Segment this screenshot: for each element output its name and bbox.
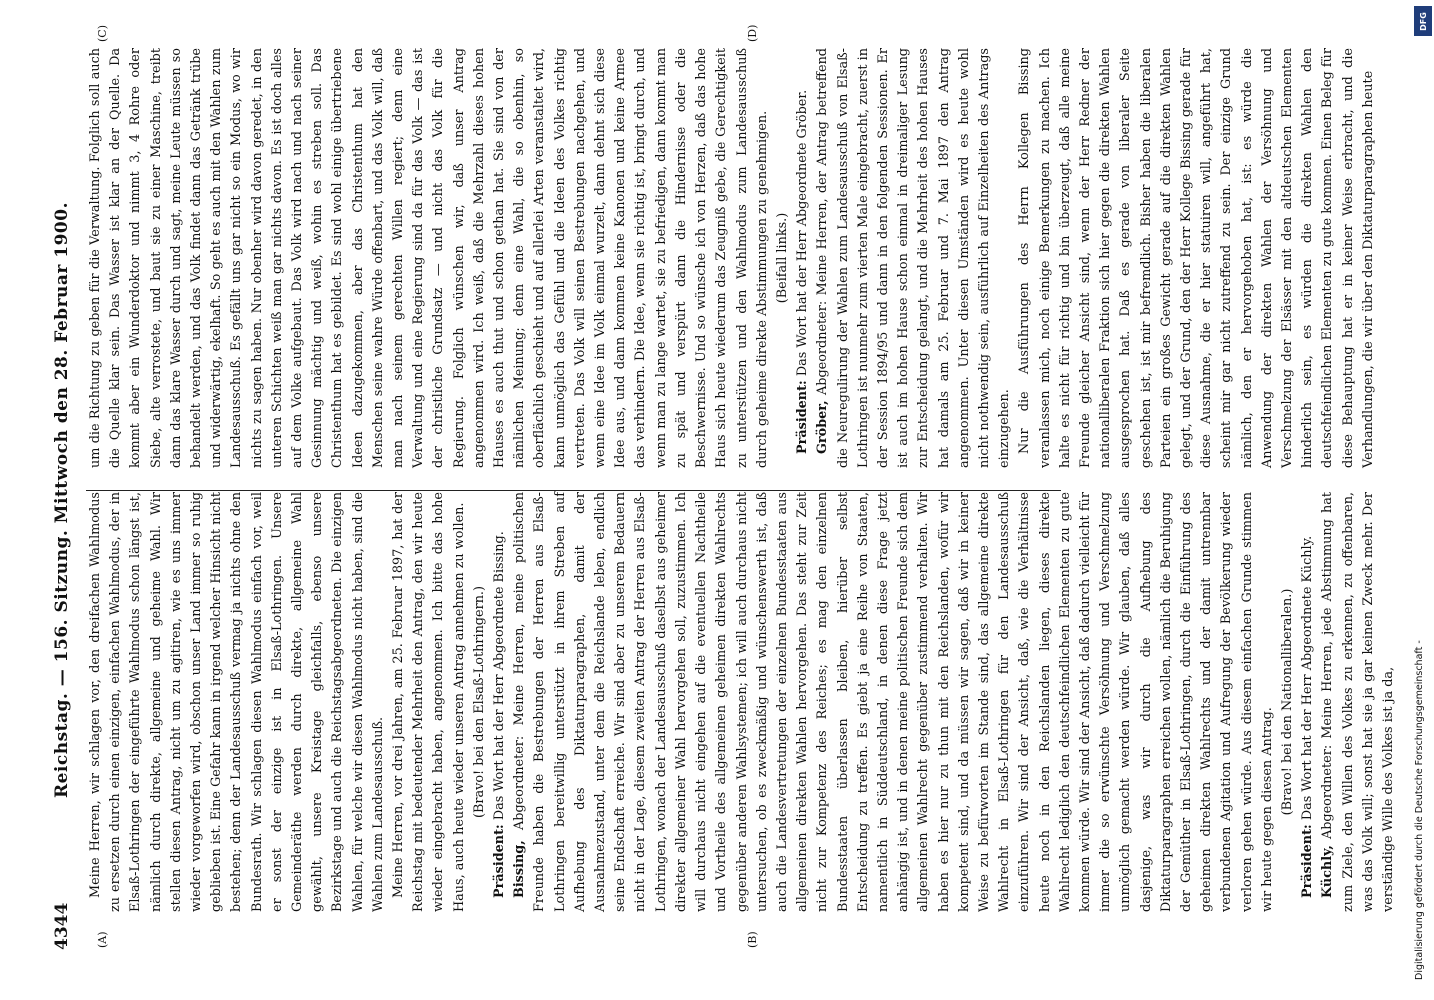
paragraph: Nur die Ausführungen des Herrn Kollegen Bissing veranlassen mich, noch einige Bemerkungen zu machen. Ich halte es nicht für richtig und bin überzeugt, daß alle meine Freunde gleicher Ansicht sind, wenn der Herr Redner der nationalliberalen Fraktion sich hier gegen die direkten Wahlen ausgesprochen hat. Daß es gerade von liberaler Seite geschehen ist, ist mir befremdlich. Bisher haben die liberalen Parteien ein großes Gewicht gerade auf die direkten Wahlen gelegt, und der Grund, den der Herr Kollege Bissing gerade für diese Ausnahme, die er hier statuiren will, angeführt hat, scheint mir gar nicht zutreffend zu sein. Der einzige Grund nämlich, den er hervorgehoben hat, ist: es würde die Anwendung der direkten Wahlen der Versöhnung und Verschmelzung der Elsässer mit den altdeutschen Elementen hinderlich sein, es würden die direkten Wahlen den deutschfeindlichen Elementen zu gute kommen. Einen Beleg für diese Behauptung hat er in keiner Weise erbracht, und die Verhandlungen, die wir über den Diktaturparagraphen heute bbox=[1017, 48, 1376, 468]
speaker-paragraph bbox=[510, 492, 1278, 912]
dfg-logo bbox=[1414, 6, 1432, 36]
speaker-paragraph bbox=[490, 492, 510, 912]
margin-mark-a: (A) bbox=[96, 931, 109, 948]
margin-mark-c: (C) bbox=[96, 25, 109, 42]
speaker-name: Bissing, bbox=[512, 840, 528, 898]
text-column-right bbox=[86, 48, 1376, 468]
speaker-name: Gröber, bbox=[815, 400, 831, 454]
stage-direction: (Beifall links.) bbox=[774, 212, 790, 304]
speaker-name: Küchly, bbox=[1320, 845, 1336, 898]
speaker-paragraph bbox=[1298, 492, 1318, 912]
dfg-logo-text: DFG bbox=[1418, 11, 1428, 31]
speech-text: Abgeordneter: Meine Herren, der Antrag betreffend die Neuregulirung der Wahlen zum Landesausschuß von Elsaß-Lothringen ist nunmehr zum vierten Male eingebracht, zuerst in der Session 1894/95 und dann in den folgenden Sessionen. Er ist auch im hohen Hause schon einmal in dreimaliger Lesung zur Entscheidung gelangt, und die Mehrheit des hohen Hauses hat damals am 25. Februar und 7. Mai 1897 den Antrag angenommen. Unter diesen Umständen wird es heute wohl nicht nothwendig sein, ausführlich auf Einzelheiten des Antrags einzugehen. bbox=[815, 48, 1013, 468]
speaker-paragraph bbox=[793, 48, 813, 468]
speech-text: Das Wort hat der Herr Abgeordnete Gröber. bbox=[795, 89, 811, 381]
speaker-name: Präsident: bbox=[1300, 824, 1316, 898]
page-title: Reichstag. — 156. Sitzung. Mittwoch den 28. Februar 1900. bbox=[52, 201, 72, 799]
speaker-name: Präsident: bbox=[492, 824, 508, 898]
credit-text: Digitalisierung gefördert durch die Deutsche Forschungsgemeinschaft - bbox=[1414, 640, 1425, 980]
speech-text: Abgeordneter: Meine Herren, jede Abstimmung hat zum Ziele, den Willen des Volkes zu erkennen, zu offenbaren, was das Volk will; sonst hat sie ja gar keinen Zweck mehr. Der verständige Wille des Volkes ist ja da, bbox=[1320, 492, 1396, 912]
speech-text: Das Wort hat der Herr Abgeordnete Küchly. bbox=[1300, 535, 1316, 825]
speaker-paragraph bbox=[1318, 492, 1399, 912]
stage-direction: (Bravo! bei den Elsaß-Lothringern.) bbox=[471, 586, 487, 819]
digitization-credit bbox=[1409, 180, 1431, 980]
speaker-paragraph bbox=[813, 48, 1015, 468]
column-divider bbox=[86, 490, 1061, 491]
paragraph: Meine Herren, vor drei Jahren, am 25. Februar 1897, hat der Reichstag mit bedeutender Mehrheit den Antrag, den wir heute wieder eingebracht haben, angenommen. Ich bitte das hohe Haus, auch heute wieder unseren Antrag annehmen zu wollen. bbox=[391, 492, 467, 912]
margin-mark-d: (D) bbox=[746, 24, 759, 42]
paragraph: um die Richtung zu geben für die Verwaltung. Folglich soll auch die Quelle klar sein. Das Wasser ist klar an der Quelle. Da kommt aber ein Wunderdoktor und nimmt 3, 4 Rohre oder Siebe, alte verrostete, und baut sie zu einer Maschine, treibt dann das klare Wasser durch und sagt, meine Leute müssen so behandelt werden, und das Volk findet dann das Getränk trübe und widerwärtig, ekelhaft. So geht es auch mit den Wahlen zum Landesausschuß. Es gefällt uns gar nicht so ein Modus, wo wir nichts zu sagen haben. Nur obenher wird davon geredet, in den unteren Schichten weiß man gar nichts davon. Es ist doch alles auf dem Volke aufgebaut. Das Volk wird nach und nach seiner Gesinnung mächtig und weiß, wohin es streben soll. Das Christenthum hat es gebildet. Es sind wohl einige übertriebene Ideen dazugekommen, aber das Christenthum hat den Menschen seine wahre Würde offenbart, und das Volk will, daß man nach seinem gerechten Willen regiert; denn eine Verwaltung und eine Regierung sind da für das Volk — das ist der christliche Grundsatz — und nicht das Volk für die Regierung. Folglich wünschen wir, daß unser Antrag angenommen wird. Ich weiß, daß die Mehrzahl dieses hohen Hauses es auch thut und schon gethan hat. Sie sind von der nämlichen Meinung; denn eine Wahl, die so obenhin, so oberflächlich geschieht und auf allerlei Arten veranstaltet wird, kann unmöglich das Gefühl und die Ideen des Volkes richtig vertreten. Das Volk will seinen Bestrebungen nachgehen, und wenn eine Idee im Volk einmal wurzelt, dann dehnt sich diese Idee aus, und dann kommen keine Kanonen und keine Armee das verhindern. Die Idee, wenn sie richtig ist, bringt durch, und wenn man zu lange wartet, sie zu befriedigen, dann kommt man zu spät und verspürt dann die Hindernisse oder die Beschwernisse. Und so wünsche ich von Herzen, daß das hohe Haus sich heute wiederum das Zeugniß gebe, die Gerechtigkeit zu unterstützen und den Wahlmodus zum Landesausschuß durch geheime direkte Abstimmungen zu genehmigen. bbox=[88, 48, 770, 468]
margin-mark-b: (B) bbox=[746, 931, 759, 948]
speech-text: Das Wort hat der Herr Abgeordnete Bissing. bbox=[492, 531, 508, 825]
text-column-left bbox=[86, 492, 1396, 912]
speaker-name: Präsident: bbox=[795, 380, 811, 454]
speech-text: Abgeordneter: Meine Herren, meine politischen Freunde haben die Bestrebungen der Herren aus Elsaß-Lothringen bereitwillig unterstützt in ihrem Streben auf Aufhebung des Diktaturparagraphen, damit der Ausnahmezustand, unter dem die Reichslande leben, endlich seine Endschaft erreiche. Wir sind aber zu unserem Bedauern nicht in der Lage, diesem zweiten Antrag der Herren aus Elsaß-Lothringen, wonach der Landesausschuß daselbst aus geheimer direkter allgemeiner Wahl hervorgehen soll, zuzustimmen. Ich will durchaus nicht eingehen auf die eventuellen Nachtheile und Vortheile des allgemeinen geheimen direkten Wahlrechts gegenüber anderen Wahlsystemen; ich will auch durchaus nicht untersuchen, ob es zweckmäßig und wünschenswerth ist, daß auch die Landesvertretungen der einzelnen Bundesstaaten aus allgemeinen direkten Wahlen hervorgehen. Das steht zur Zeit nicht zur Kompetenz des Reiches; es mag den einzelnen Bundesstaaten überlassen bleiben, hierüber selbst Entscheidung zu treffen. Es giebt ja eine Reihe von Staaten, namentlich in Süddeutschland, in denen diese Frage jetzt anhängig ist, und in denen meine politischen Freunde sich dem allgemeinen Wahlrecht gegenüber zustimmend verhalten. Wir haben es hier nur zu thun mit den Reichslanden, wofür wir kompetent sind, und da müssen wir sagen, daß wir in keiner Weise zu befürworten im Stande sind, das allgemeine direkte Wahlrecht in Elsaß-Lothringen für den Landesausschuß einzuführen. Wir sind der Ansicht, daß, wie die Verhältnisse heute noch in den Reichslanden liegen, dieses direkte Wahlrecht lediglich den deutschfeindlichen Elementen zu gute kommen würde. Wir sind der Ansicht, daß dadurch vielleicht für immer die so erwünschte Versöhnung und Verschmelzung unmöglich gemacht werden würde. Wir glauben, daß alles dasjenige, was wir durch die Aufhebung des Diktaturparagraphen erreichen wollen, nämlich die Beruhigung der Gemüther in Elsaß-Lothringen, durch die Einführung des geheimen direkten Wahlrechts und der damit untrennbar verbundenen Agitation und Aufregung der Bevölkerung wieder verloren gehen würde. Aus diesem einfachen Grunde stimmen wir heute gegen diesen Antrag. bbox=[512, 492, 1275, 912]
page-number: 4344 bbox=[52, 902, 72, 950]
paragraph: Meine Herren, wir schlagen vor, den dreifachen Wahlmodus zu ersetzen durch einen einzigen, einfachen Wahlmodus, der in Elsaß-Lothringen der eingeführte Wahlmodus schon längst ist, nämlich durch direkte, allgemeine und geheime Wahl. Wir stellen diesen Antrag, nicht um zu agitiren, wie es uns immer wieder vorgeworfen wird, obschon unser Land immer so ruhig geblieben ist. Eine Gefahr kann in irgend welcher Hinsicht nicht bestehen; denn der Landesausschuß vermag ja nichts ohne den Bundesrath. Wir schlagen diesen Wahlmodus einfach vor, weil er sonst der einzige ist in Elsaß-Lothringen. Unsere Gemeinderäthe werden durch direkte, allgemeine Wahl gewählt, unsere Kreistage gleichfalls, ebenso unsere Bezirkstage und auch die Reichstagsabgeordneten. Die einzigen Wahlen, für welche wir diesen Wahlmodus nicht haben, sind die Wahlen zum Landesausschuß. bbox=[88, 492, 386, 912]
stage-direction: (Bravo! bei den Nationalliberalen.) bbox=[1279, 588, 1295, 816]
page-header bbox=[50, 10, 80, 990]
